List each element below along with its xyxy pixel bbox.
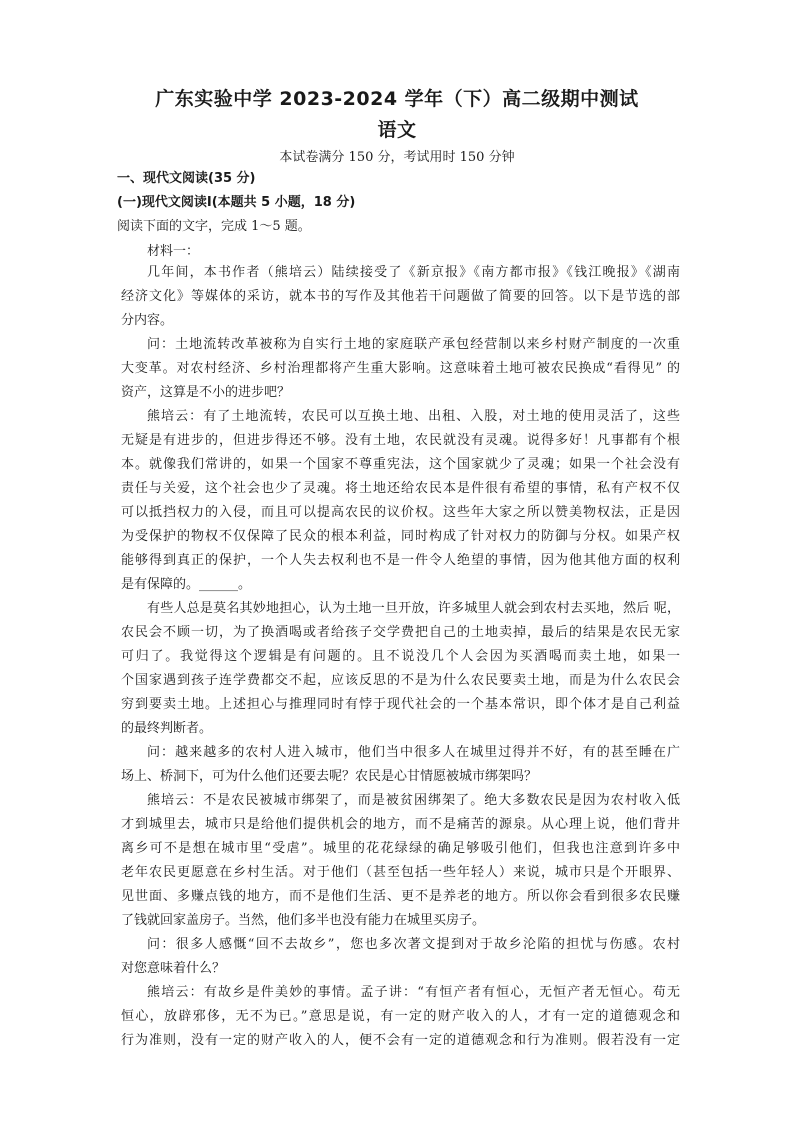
text-line: 无疑是有进步的，但进步得还不够。没有土地，农民就没有灵魂。说得多好！凡事都有个根 — [121, 433, 680, 448]
text-line: 的最终判断者。 — [121, 721, 213, 736]
text-line: 问：很多人感慨“回不去故乡”，您也多次著文提到对于故乡沦陷的担忧与伤感。农村 — [147, 937, 680, 952]
exam-title: 广东实验中学 2023-2024 学年（下）高二级期中测试 — [155, 88, 639, 110]
text-line: 穷到要卖土地。上述担心与推理同时有悖于现代社会的一个基本常识，即个体才是自己利益 — [121, 697, 680, 712]
sub-section-heading: (一)现代文阅读Ⅰ(本题共 5 小题，18 分) — [117, 195, 356, 210]
text-line: 为受保护的物权不仅保障了民众的根本利益，同时构成了针对权力的防御与分权。如果产权 — [121, 529, 680, 544]
text-line: 可以抵挡权力的入侵，而且可以提高农民的议价权。这些年大家之所以赞美物权法，正是因 — [121, 505, 680, 520]
text-line: 老年农民更愿意在乡村生活。对于他们（甚至包括一些年轻人）来说，城市只是个开眼界、 — [121, 865, 680, 880]
text-line: 有些人总是莫名其妙地担心，认为土地一旦开放，许多城里人就会到农村去买地，然后 呢， — [147, 601, 680, 616]
text-line: 熊培云：有故乡是件美妙的事情。孟子讲：“有恒产者有恒心，无恒产者无恒心。苟无 — [147, 985, 680, 1000]
text-line: 场上、桥洞下，可为什么他们还要去呢？农民是心甘情愿被城市绑架吗？ — [121, 769, 538, 784]
text-line: 分内容。 — [121, 313, 174, 328]
material-label: 材料一： — [147, 244, 200, 259]
text-line: 才到城里去，城市只是给他们提供机会的地方，而不是痛苦的源泉。从心理上说，他们背井 — [121, 817, 680, 832]
text-line: 离乡可不是想在城市里“受虐”。城里的花花绿绿的确足够吸引他们，但我也注意到许多中 — [121, 841, 680, 856]
text-line: 本。就像我们常讲的，如果一个国家不尊重宪法，这个国家就少了灵魂；如果一个社会没有 — [121, 457, 680, 472]
text-line: 见世面、多赚点钱的地方，而不是他们生活、更不是养老的地方。所以你会看到很多农民赚 — [121, 889, 680, 904]
text-line: 几年间，本书作者（熊培云）陆续接受了《新京报》《南方都市报》《钱江晚报》《湖南 — [147, 265, 680, 280]
text-line: 对您意味着什么？ — [121, 961, 226, 976]
exam-note: 本试卷满分 150 分，考试用时 150 分钟 — [279, 150, 515, 165]
text-line: 行为准则，没有一定的财产收入的人，便不会有一定的道德观念和行为准则。假若没有一定 — [121, 1033, 680, 1048]
text-line: 责任与关爱，这个社会也少了灵魂。将土地还给农民本是件很有希望的事情，私有产权不仅 — [121, 481, 680, 496]
text-line: 熊培云：有了土地流转，农民可以互换土地、出租、入股，对土地的使用灵活了，这些 — [147, 409, 680, 424]
text-line: 恒心，放辟邪侈，无不为已。”意思是说，有一定的财产收入的人，才有一定的道德观念和 — [121, 1009, 680, 1024]
text-line: 熊培云：不是农民被城市绑架了，而是被贫困绑架了。绝大多数农民是因为农村收入低 — [147, 793, 680, 808]
text-line: 经济文化》等媒体的采访，就本书的写作及其他若干问题做了简要的回答。以下是节选的部 — [121, 289, 680, 304]
instruction: 阅读下面的文字，完成 1～5 题。 — [117, 219, 311, 234]
text-line: 问：越来越多的农村人进入城市，他们当中很多人在城里过得并不好，有的甚至睡在广 — [147, 745, 680, 760]
text-line: 是有保障的。______。 — [121, 577, 252, 592]
section-heading: 一、现代文阅读(35 分) — [117, 171, 256, 186]
text-line: 个国家遇到孩子连学费都交不起，应该反思的不是为什么农民要卖土地，而是为什么农民会 — [121, 673, 680, 688]
text-line: 了钱就回家盖房子。当然，他们多半也没有能力在城里买房子。 — [121, 913, 486, 928]
text-line: 农民会不顾一切，为了换酒喝或者给孩子交学费把自己的土地卖掉，最后的结果是农民无家 — [121, 625, 680, 640]
text-line: 资产，这算是不小的进步吧？ — [121, 385, 291, 400]
subject-title: 语文 — [377, 119, 417, 141]
text-line: 可归了。我觉得这个逻辑是有问题的。且不说没几个人会因为买酒喝而卖土地，如果一 — [121, 649, 680, 664]
text-line: 问：土地流转改革被称为自实行土地的家庭联产承包经营制以来乡村财产制度的一次重 — [147, 337, 680, 352]
text-line: 能够得到真正的保护，一个人失去权利也不是一件令人绝望的事情，因为他其他方面的权利 — [121, 553, 680, 568]
text-line: 大变革。对农村经济、乡村治理都将产生重大影响。这意味着土地可被农民换成“看得见” 的 — [121, 361, 680, 376]
